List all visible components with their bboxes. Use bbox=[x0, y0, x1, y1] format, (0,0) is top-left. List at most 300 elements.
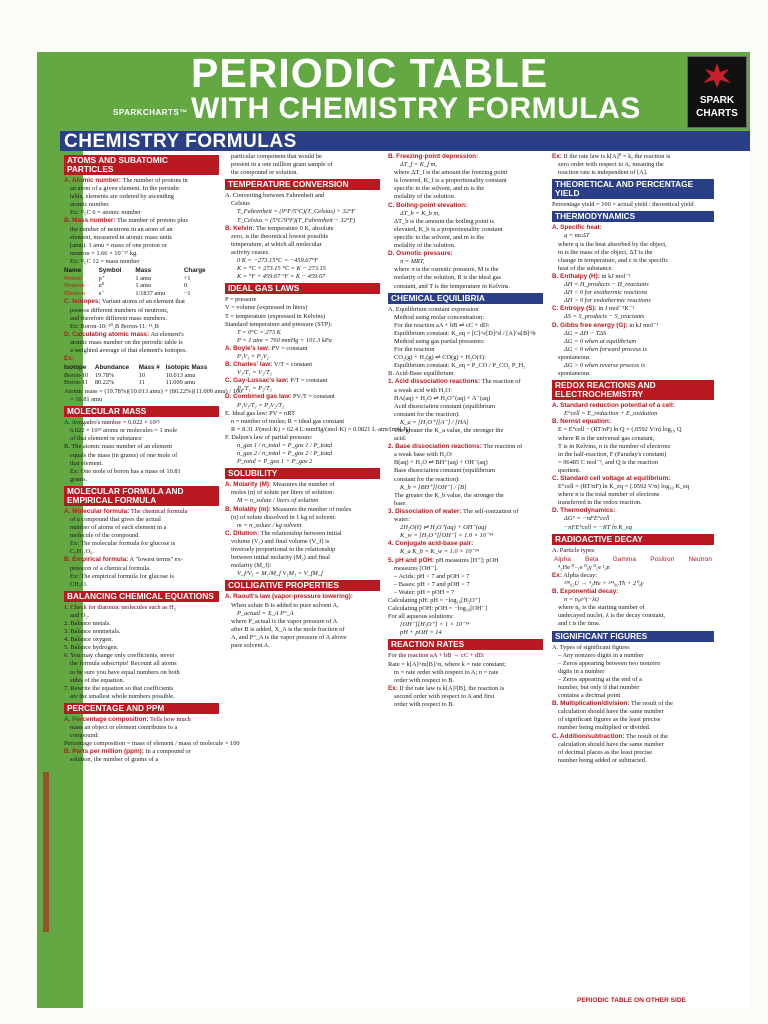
text-line: is lowered, K_f is a proportionality constant bbox=[394, 177, 507, 185]
text-line: pH + pOH = 14 bbox=[400, 629, 442, 637]
text-line: T = 0°C = 273 K bbox=[237, 328, 281, 336]
text-line: that element. bbox=[70, 459, 104, 467]
text-line: – Bases: pH > 7 and pOH < 7 bbox=[394, 580, 470, 588]
section-header: SIGNIFICANT FIGURES bbox=[552, 631, 714, 642]
text-line: specific to the solvent, and m is the bbox=[394, 185, 485, 193]
text-line: water: bbox=[394, 516, 410, 524]
text-line: spontaneous bbox=[558, 353, 590, 361]
item-label: A. Molarity (M): bbox=[225, 481, 272, 489]
text-line: inversely proportional to the relationship bbox=[231, 546, 336, 554]
text-line: Ex: ¹²₆C 12 = mass number bbox=[70, 257, 140, 265]
text-line: ΔT_b is the amount the boiling point is bbox=[394, 217, 495, 225]
text-line bbox=[388, 250, 543, 258]
text-line: in the half-reaction, F (Faraday's constant) bbox=[558, 450, 667, 458]
section-header: BALANCING CHEMICAL EQUATIONS bbox=[64, 591, 219, 602]
item-label: D. Combined gas law: bbox=[225, 393, 292, 401]
text-line: Acid dissociation constant (equilibrium bbox=[394, 402, 495, 410]
text-line: undecayed nuclei, λ is the decay constant, bbox=[558, 612, 666, 620]
text-line: 7. Rewrite the equation so that coefficients bbox=[64, 684, 174, 692]
text-line: Calculating pOH: pOH = −log₁₀[OH⁻] bbox=[388, 605, 488, 613]
item-label: Ex: bbox=[64, 355, 74, 363]
text-line: T_Fahrenheit = (9°F/5°C)(T_Celsius) + 32°F bbox=[237, 208, 356, 216]
item-label: B. Exponential decay: bbox=[552, 588, 619, 596]
text-line: of that element or substance bbox=[70, 435, 142, 443]
text-line: For all aqueous solutions: bbox=[388, 613, 454, 621]
header-banner bbox=[83, 52, 750, 130]
text-line: elevated, K_b is a proportionality constant bbox=[394, 225, 503, 233]
text-line: constant for the reaction): bbox=[394, 410, 460, 418]
text-line: molality of the solution. bbox=[394, 242, 456, 250]
text-line: transferred in the redox reaction. bbox=[558, 499, 642, 507]
text-line: m = rate order with respect to A; n = rate bbox=[394, 668, 499, 676]
text-line bbox=[388, 153, 543, 161]
item-label: C. Standard cell voltage at equilibrium: bbox=[552, 475, 671, 482]
text-line: B. Parts per million (ppm): In a compound or bbox=[64, 748, 191, 756]
text-line: 6.022 × 10²³ atoms or molecules = 1 mole bbox=[70, 427, 178, 435]
text-line: spontaneous bbox=[558, 370, 590, 378]
item-label: A. Percentage composition: bbox=[64, 715, 149, 723]
text-line: For the reaction aA + bB ⇌ cC + dD: bbox=[394, 321, 490, 329]
text-line: M = n_solute / liters of solution bbox=[237, 497, 319, 505]
table-cell: 11 bbox=[138, 379, 145, 387]
text-line: B. Charles' law: V/T = constant bbox=[225, 361, 313, 369]
text-line: (n) of solute dissolved in 1 kg of solvent: bbox=[231, 513, 337, 521]
text-line: B. Mass number: The number of protons plus bbox=[64, 217, 188, 225]
text-line: acid. bbox=[394, 435, 407, 443]
item-label: Ex: bbox=[388, 684, 398, 692]
text-line: 5. Balance hydrogen. bbox=[64, 644, 119, 652]
text-line: – Zeros appearing between two nonzero bbox=[558, 659, 661, 667]
text-line: 5. pH and pOH: pH measures [H⁺]; pOH bbox=[388, 556, 499, 564]
text-line: Percentage yield = 100 × actual yield / theoretical yield bbox=[552, 201, 694, 209]
text-line: The greater the K_a value, the stronger the bbox=[394, 427, 504, 434]
text-line: of decimal places as the least precise bbox=[558, 748, 653, 756]
text-line: When solute B is added to pure solvent A, bbox=[231, 601, 339, 609]
logo-text-spark: SPARK bbox=[699, 95, 735, 106]
particle-type-label: Positron bbox=[650, 555, 675, 563]
section-header: MOLECULAR MASS bbox=[64, 406, 219, 417]
text-line: 1. Acid dissociation reactions: The reaction of bbox=[388, 378, 521, 386]
text-line: ΔT_b = K_b m, bbox=[400, 209, 440, 217]
text-line: C. Entropy (S): in J mol⁻¹K⁻¹ bbox=[552, 305, 635, 313]
text-line: K_a K_b = K_w = 1.0 × 10⁻¹⁴ bbox=[400, 548, 480, 556]
text-line: ΔS = S_products − S_reactants bbox=[564, 313, 645, 321]
table-cell: p⁺ bbox=[98, 274, 106, 282]
text-line: q = mcΔT bbox=[564, 232, 590, 240]
text-line bbox=[552, 475, 714, 483]
text-line: Method using gas partial pressures: bbox=[394, 337, 485, 345]
text-line: 4. Balance oxygen. bbox=[64, 636, 113, 644]
text-line bbox=[552, 402, 714, 410]
item-label: A. Raoult's law (vapor-pressure lowering): bbox=[225, 593, 353, 601]
text-line: ²³⁸₉₂U → ⁴₂He + ²³⁴₉₀Th + 2⁰₀γ bbox=[564, 579, 644, 587]
text-line: C. Addition/subtraction: The result of the bbox=[552, 732, 669, 740]
side-strip bbox=[43, 772, 49, 932]
text-line: A. Equilibrium constant expression bbox=[388, 305, 479, 313]
text-line: where n₀ is the starting number of bbox=[558, 604, 645, 612]
item-label: D. Thermodynamics: bbox=[552, 507, 616, 515]
text-line: B. Acid-Base equilibrium bbox=[388, 370, 454, 378]
section-header: RADIOACTIVE DECAY bbox=[552, 534, 714, 545]
section-header: REDOX REACTIONS AND ELECTROCHEMISTRY bbox=[552, 380, 714, 400]
text-line: = 10.81 amu bbox=[70, 396, 103, 404]
text-line: an atom of a given element. In the periodic bbox=[70, 185, 180, 193]
text-line: A. Particle types bbox=[552, 546, 595, 554]
text-line: K_w = [H₃O⁺][OH⁻] = 1.0 × 10⁻¹⁴ bbox=[400, 532, 494, 540]
text-line: where n is the total number of electrons bbox=[558, 491, 660, 499]
text-line: A. Atomic number: The number of protons in bbox=[64, 177, 188, 184]
item-label: 1. Acid dissociation reactions: bbox=[388, 378, 481, 386]
text-line: 2. Balance metals. bbox=[64, 620, 111, 627]
text-line: D. Gibbs free energy (G): in kJ mol⁻¹ bbox=[552, 321, 659, 329]
text-line: ΔH > 0 for endothermic reactions bbox=[564, 297, 651, 305]
text-line: particular component that would be bbox=[231, 153, 322, 160]
item-label: A. Specific heat: bbox=[552, 224, 602, 232]
text-line: E°cell = (RT/nF) ln K_eq = (.0592 V/n) log₁₀ K_eq bbox=[558, 483, 690, 491]
text-line: the formula subscripts! Recount all atoms bbox=[70, 660, 177, 668]
text-line bbox=[388, 202, 543, 210]
table-header-cell: Name bbox=[64, 267, 82, 275]
text-line: molarity (M_f): bbox=[231, 562, 272, 570]
text-line: present in a one million gram sample of bbox=[231, 161, 333, 169]
text-line bbox=[552, 224, 714, 232]
particle-type-label: Beta bbox=[584, 555, 599, 563]
text-line: = 96485 C mol⁻¹, and Q is the reaction bbox=[558, 458, 658, 466]
text-line: −nFE°cell = −RT ln K_eq bbox=[564, 523, 632, 531]
spark-burst-icon bbox=[702, 61, 732, 89]
table-header-cell: Abundance bbox=[94, 364, 130, 372]
text-line: ΔT_f = K_f m, bbox=[400, 161, 437, 169]
text-line: neutron = 1.66 × 10⁻²⁷ kg. bbox=[70, 249, 138, 257]
text-line: Rate = k[A]^m[B]^n, where k = rate constant; bbox=[388, 660, 506, 668]
text-line: T_Celsius = (5°C/9°F)(T_Fahrenheit − 32°F) bbox=[237, 216, 356, 224]
item-label: A. Standard reduction potential of a cell: bbox=[552, 402, 675, 410]
table-cell: 1 amu bbox=[135, 274, 151, 282]
text-line: 1. Check for diatomic molecules such as H₂ bbox=[64, 603, 176, 611]
table-cell: Neutron bbox=[64, 282, 85, 290]
text-line: P₁/T₁ = P₂/T₂ bbox=[237, 385, 272, 393]
text-line: possess different numbers of neutrons, bbox=[70, 306, 169, 314]
text-line: a weak base with H₂O: bbox=[394, 451, 453, 459]
text-line: A, and P°_A is the vapor pressure of A above bbox=[231, 633, 347, 641]
chart-sheet bbox=[37, 52, 750, 1008]
text-line: calculation should have the same number bbox=[558, 708, 664, 716]
text-line: B. The atomic mass number of an element bbox=[64, 443, 173, 451]
item-label: C. Boiling-point elevation: bbox=[388, 201, 468, 209]
text-line: ΔH = H_products − H_reactants bbox=[564, 281, 649, 289]
title-line-1: PERIODIC TABLE bbox=[191, 50, 549, 96]
item-label: C. Dilution: bbox=[225, 529, 260, 537]
text-line: where P_actual is the vapor pressure of A bbox=[231, 617, 338, 625]
text-line: T is in Kelvins, n is the number of electrons bbox=[558, 442, 671, 450]
text-line: V = volume (expressed in liters) bbox=[225, 304, 308, 312]
table-cell: 19.78% bbox=[94, 371, 115, 379]
item-label: 3. Dissociation of water: bbox=[388, 507, 462, 515]
table-cell: 1/1837 amu bbox=[135, 289, 166, 297]
text-line: Ex: The molecular formula for glucose is bbox=[70, 540, 176, 548]
text-line: 3. Dissociation of water: The self-ionization of bbox=[388, 507, 519, 515]
text-line: K = °F + 459.67 °F = K − 459.67 bbox=[237, 273, 326, 281]
text-line: and t is the time. bbox=[558, 620, 601, 628]
text-line: Base dissociation constant (equilibrium bbox=[394, 467, 495, 475]
item-label: B. Molality (m): bbox=[225, 505, 271, 513]
text-line: calculation should have the same number bbox=[558, 740, 664, 748]
section-header: MOLECULAR FORMULA AND EMPIRICAL FORMULA bbox=[64, 486, 219, 506]
table-cell: 11.009 amu bbox=[165, 379, 196, 387]
particle-type-label: Alpha bbox=[554, 555, 571, 563]
item-label: A. Molecular formula: bbox=[64, 507, 130, 515]
brand-wordmark: SPARKCHARTS™ bbox=[113, 108, 188, 117]
text-line: π = MRT, bbox=[400, 258, 425, 266]
text-line: E°cell = E_reduction + E_oxidation bbox=[564, 410, 658, 418]
text-line: are the smallest whole numbers possible. bbox=[70, 692, 175, 700]
text-line: – Acids: pH < 7 and pOH > 7 bbox=[394, 572, 470, 580]
text-line: element, measured in atomic mass units bbox=[70, 233, 172, 241]
text-line: CH₂O. bbox=[70, 580, 88, 588]
text-line: V₁/T₁ = V₂/T₂ bbox=[237, 369, 272, 377]
text-line bbox=[225, 593, 380, 601]
title-line-2: WITH CHEMISTRY FORMULAS bbox=[191, 92, 641, 125]
text-line: number being multiplied or divided. bbox=[558, 724, 651, 732]
text-line: P₁V₁/T₁ = P₂V₂/T₂ bbox=[237, 401, 285, 409]
text-line: heat of the substance. bbox=[558, 264, 614, 272]
text-line bbox=[552, 418, 714, 426]
text-line: A. Molecular formula: The chemical formula bbox=[64, 507, 188, 515]
text-line: Atomic mass = (19.78%)(10.013 amu) + (80.22%)(11.009 amu) / 100 bbox=[64, 387, 243, 395]
text-line: – Zeros appearing at the end of a bbox=[558, 675, 642, 683]
text-line: ΔG > 0 when reverse process is bbox=[564, 361, 646, 369]
text-line: and O₂. bbox=[70, 611, 90, 619]
content-area bbox=[60, 153, 750, 999]
text-line: C. Gay-Lussac's law: P/T = constant bbox=[225, 377, 328, 385]
section-header: REACTION RATES bbox=[388, 639, 543, 650]
particle-type-label: Gamma bbox=[612, 555, 637, 563]
text-line: where q is the heat absorbed by the object, bbox=[558, 240, 667, 248]
item-label: 4. Conjugate acid-base pair: bbox=[388, 540, 474, 548]
text-line: pure solvent A. bbox=[231, 641, 270, 649]
text-line: number of atoms of each element in a bbox=[70, 524, 167, 532]
table-row bbox=[64, 275, 219, 283]
text-line: of significant figures as the least precise bbox=[558, 716, 661, 724]
text-line: V_f/V₁ = M₁/M_f V₁M₁ = V_fM_f bbox=[237, 570, 323, 578]
table-cell: Proton bbox=[64, 274, 81, 282]
text-line: base. bbox=[394, 499, 407, 507]
text-line: Celsius bbox=[231, 200, 250, 208]
section-header: SOLUBILITY bbox=[225, 468, 380, 479]
section-header: PERCENTAGE AND PPM bbox=[64, 703, 219, 714]
text-line: B. Multiplication/division: The result of the bbox=[552, 700, 673, 708]
table-row bbox=[64, 372, 219, 380]
text-line bbox=[552, 507, 714, 515]
text-line: Standard temperature and pressure (STP): bbox=[225, 320, 333, 328]
text-line: and therefore different mass numbers. bbox=[70, 314, 167, 322]
text-line: B. Empirical formula: A "lowest terms" ex- bbox=[64, 556, 183, 564]
section-header: COLLIGATIVE PROPERTIES bbox=[225, 580, 380, 591]
text-line: m is the mass of the object, ΔT is the bbox=[558, 248, 653, 256]
table-header-cell: Isotope bbox=[64, 364, 87, 372]
text-line: A. Types of significant figures bbox=[552, 643, 630, 651]
text-line: Ex: One mole of boron has a mass of 10.81 bbox=[70, 467, 181, 475]
item-label: B. Charles' law: bbox=[225, 361, 273, 369]
text-line: pression of a chemical formula. bbox=[70, 564, 151, 572]
text-line: C. Dilution: The relationship between initial bbox=[225, 529, 342, 537]
text-line: temperature, at which all molecular bbox=[231, 240, 322, 248]
text-line: B. Molality (m): Measures the number of moles bbox=[225, 505, 352, 513]
text-line: sides of the equation. bbox=[70, 676, 125, 684]
column-3 bbox=[388, 153, 543, 999]
text-line: P = 1 atm = 760 mmHg = 101.3 kPa bbox=[237, 336, 332, 344]
table-row bbox=[64, 282, 219, 290]
text-line: T = temperature (expressed in Kelvins) bbox=[225, 312, 326, 320]
text-line: P_total = P_gas 1 + P_gas 2 bbox=[237, 458, 313, 466]
table-cell: 10.013 amu bbox=[165, 371, 196, 379]
text-line: to be sure you have equal numbers on both bbox=[70, 668, 180, 676]
table-header-cell: Mass bbox=[135, 267, 152, 275]
text-line: 2. Base dissociation reactions: The reaction of bbox=[388, 443, 523, 451]
text-line: P_actual = X_A P°_A bbox=[237, 609, 294, 617]
text-line: F. Dalton's law of partial pressure: bbox=[225, 433, 313, 441]
text-line: Ex: The empirical formula for glucose is bbox=[70, 572, 174, 580]
table-row bbox=[64, 379, 219, 387]
text-line: D. Calculating atomic mass: An element's bbox=[64, 330, 184, 338]
item-label: B. Kelvin: bbox=[225, 224, 255, 232]
text-line: Percentage composition = mass of element / mass of molecule × 100 bbox=[64, 740, 240, 748]
text-line: ΔG° = −nFE°cell bbox=[564, 515, 610, 523]
particle-types-row bbox=[552, 555, 714, 564]
table-cell: 0 bbox=[183, 282, 187, 290]
text-line: P = pressure bbox=[225, 296, 257, 304]
text-line: mass an object or element contributes to a bbox=[70, 724, 178, 732]
footer-note: PERIODIC TABLE ON OTHER SIDE bbox=[577, 997, 687, 1004]
text-line: HA(aq) + H₂O ⇌ H₃O⁺(aq) + A⁻(aq) bbox=[394, 394, 491, 402]
table-header-cell: Charge bbox=[183, 267, 206, 275]
text-line: (amu). 1 amu = mass of one proton or bbox=[70, 241, 167, 249]
text-line: constant, and T is the temperature in Kelvins. bbox=[394, 282, 511, 290]
text-line: For the reaction aA + bB → cC + dD: bbox=[388, 652, 485, 660]
text-line: n = n₀e^(−λt) bbox=[564, 596, 599, 604]
text-line: constant for the reaction): bbox=[394, 475, 460, 483]
text-line: P₁V₁ = P₂V₂ bbox=[237, 352, 270, 360]
text-line: quotient. bbox=[558, 466, 581, 474]
text-line: reaction rate is independent of [A]. bbox=[558, 169, 648, 177]
text-line: atomic number. bbox=[70, 201, 110, 209]
text-line: order with respect to B. bbox=[394, 701, 455, 708]
text-line: where π is the osmotic pressure, M is the bbox=[394, 266, 499, 274]
text-line: moles (n) of solute per liters of solution: bbox=[231, 489, 335, 497]
text-line: A. Avogadro's number = 6.022 × 10²³ bbox=[64, 419, 160, 427]
item-label: B. Parts per million (ppm): bbox=[64, 748, 144, 756]
text-line: n = number of moles; R = ideal gas constant bbox=[231, 417, 345, 425]
text-line: [OH⁻][H₃O⁺] = 1 × 10⁻¹⁴ bbox=[400, 621, 470, 629]
text-line: D. Combined gas law: PV/T = constant bbox=[225, 393, 335, 401]
text-line: after B is added, X_A is the mole fraction of bbox=[231, 625, 345, 633]
table-cell: 80.22% bbox=[94, 379, 115, 387]
text-line: measures [OH⁻]. bbox=[394, 564, 438, 572]
text-line: a weighted average of that element's isotopes. bbox=[70, 346, 188, 354]
text-line: change in temperature, and c is the specific bbox=[558, 256, 669, 264]
text-line bbox=[64, 355, 219, 363]
section-header: THERMODYNAMICS bbox=[552, 211, 714, 222]
text-line: Ex: Boron-10: ¹⁰₅B Boron-11: ¹¹₅B bbox=[70, 322, 159, 330]
item-label: Ex: bbox=[552, 153, 562, 160]
text-line: the number of neutrons in an atom of an bbox=[70, 225, 173, 233]
table-cell: −1 bbox=[183, 289, 191, 297]
item-label: A. Boyle's law: bbox=[225, 344, 270, 352]
text-line: E = E°cell − (RT/nF) ln Q = (.0592 V/n) log₁₀ Q bbox=[558, 426, 682, 434]
text-line: 2H₂O(ℓ) ⇌ H₃O⁺(aq) + OH⁻(aq) bbox=[400, 524, 487, 532]
table-cell: Electron bbox=[64, 289, 86, 297]
table-cell: +1 bbox=[183, 274, 191, 282]
column-4 bbox=[552, 153, 714, 999]
section-header: IDEAL GAS LAWS bbox=[225, 283, 380, 294]
table-cell: e⁻ bbox=[98, 289, 105, 297]
text-line: volume (V₁) and final volume (V_f) is bbox=[231, 537, 330, 545]
text-line: digits in a number bbox=[558, 667, 605, 675]
text-line: a weak acid with H₂O: bbox=[394, 386, 452, 394]
spark-charts-logo bbox=[687, 56, 747, 128]
logo-text-charts: CHARTS bbox=[696, 108, 738, 119]
text-line: between initial molarity (M₁) and final bbox=[231, 554, 330, 562]
text-line: Ex: If the rate law is k[A]⁰ = k, the reaction is bbox=[552, 153, 671, 160]
table-cell: Boron-11 bbox=[64, 379, 88, 387]
text-line: m = n_solute / kg solvent bbox=[237, 521, 302, 529]
text-line: zero, is the theoretical lowest possible bbox=[231, 232, 329, 240]
text-line: compound: bbox=[70, 732, 99, 740]
item-label: B. Nernst equation: bbox=[552, 418, 611, 426]
text-line: number being added or subtracted. bbox=[558, 756, 647, 764]
text-line: equals the mass (in grams) of one mole of bbox=[70, 451, 178, 459]
item-label: B. Mass number: bbox=[64, 217, 116, 225]
text-line: Ex: Alpha decay: bbox=[552, 571, 598, 579]
text-line: 6. You may change only coefficients, never bbox=[64, 652, 175, 660]
text-line: 3. Balance nonmetals. bbox=[64, 628, 121, 636]
text-line: ΔG < 0 when forward process is bbox=[564, 345, 647, 353]
text-line: Ex: ¹²₆C 6 = atomic number bbox=[70, 209, 141, 217]
text-line: Method using molar concentration: bbox=[394, 313, 484, 321]
text-line: of a compound that gives the actual bbox=[70, 515, 161, 523]
isotopes-table bbox=[64, 364, 219, 387]
item-label: A. Atomic number: bbox=[64, 177, 121, 184]
text-line: CO₂(g) + H₂(g) ⇌ CO(g) + H₂O(ℓ): bbox=[394, 354, 486, 362]
particles-table bbox=[64, 267, 219, 297]
text-line bbox=[552, 588, 714, 596]
table-header-cell: Isotopic Mass bbox=[165, 364, 208, 372]
text-line: n_gas 2 / n_total = P_gas 2 / P_total bbox=[237, 450, 333, 458]
table-header-cell: Mass # bbox=[138, 364, 160, 372]
text-line: A. Converting between Fahrenheit and bbox=[225, 192, 325, 200]
text-line: ⁴₂He ⁰₋₁e ⁰₀γ ⁰₁e ¹₀n bbox=[558, 563, 610, 571]
text-line: R = 8.31 J/(mol·K) = 62.4 L·mmHg/(mol·K) = 0.0821 L·atm/(mol·K) bbox=[231, 425, 411, 433]
text-line: activity ceases. bbox=[231, 248, 270, 256]
text-line: The greater the K_b value, the stronger the bbox=[394, 491, 504, 499]
particle-type-label: Neutron bbox=[688, 555, 712, 563]
text-line: zero order with respect to A, meaning the bbox=[558, 161, 664, 169]
text-line: Calculating pH: pH = −log₁₀[H₃O⁺] bbox=[388, 596, 481, 604]
text-line: B. Enthalpy (H): in kJ mol⁻¹ bbox=[552, 272, 631, 280]
section-header: THEORETICAL AND PERCENTAGE YIELD bbox=[552, 179, 714, 199]
item-label: Ex: bbox=[552, 571, 562, 579]
text-line: C₆H₁₂O₆. bbox=[70, 548, 95, 556]
section-header: ATOMS AND SUBATOMIC PARTICLES bbox=[64, 155, 219, 175]
item-label: C. Gay-Lussac's law: bbox=[225, 377, 289, 385]
text-line: the compound or solution. bbox=[231, 169, 299, 177]
item-label: B. Freezing-point depression: bbox=[388, 153, 479, 160]
text-line: A. Boyle's law: PV = constant bbox=[225, 344, 308, 352]
section-title: CHEMISTRY FORMULAS bbox=[60, 129, 750, 151]
item-label: C. Addition/subtraction: bbox=[552, 732, 625, 740]
text-line: 0 K = −273.15°C = −459.67°F bbox=[237, 257, 319, 265]
text-line: atomic mass number on the periodic table is bbox=[70, 338, 183, 346]
